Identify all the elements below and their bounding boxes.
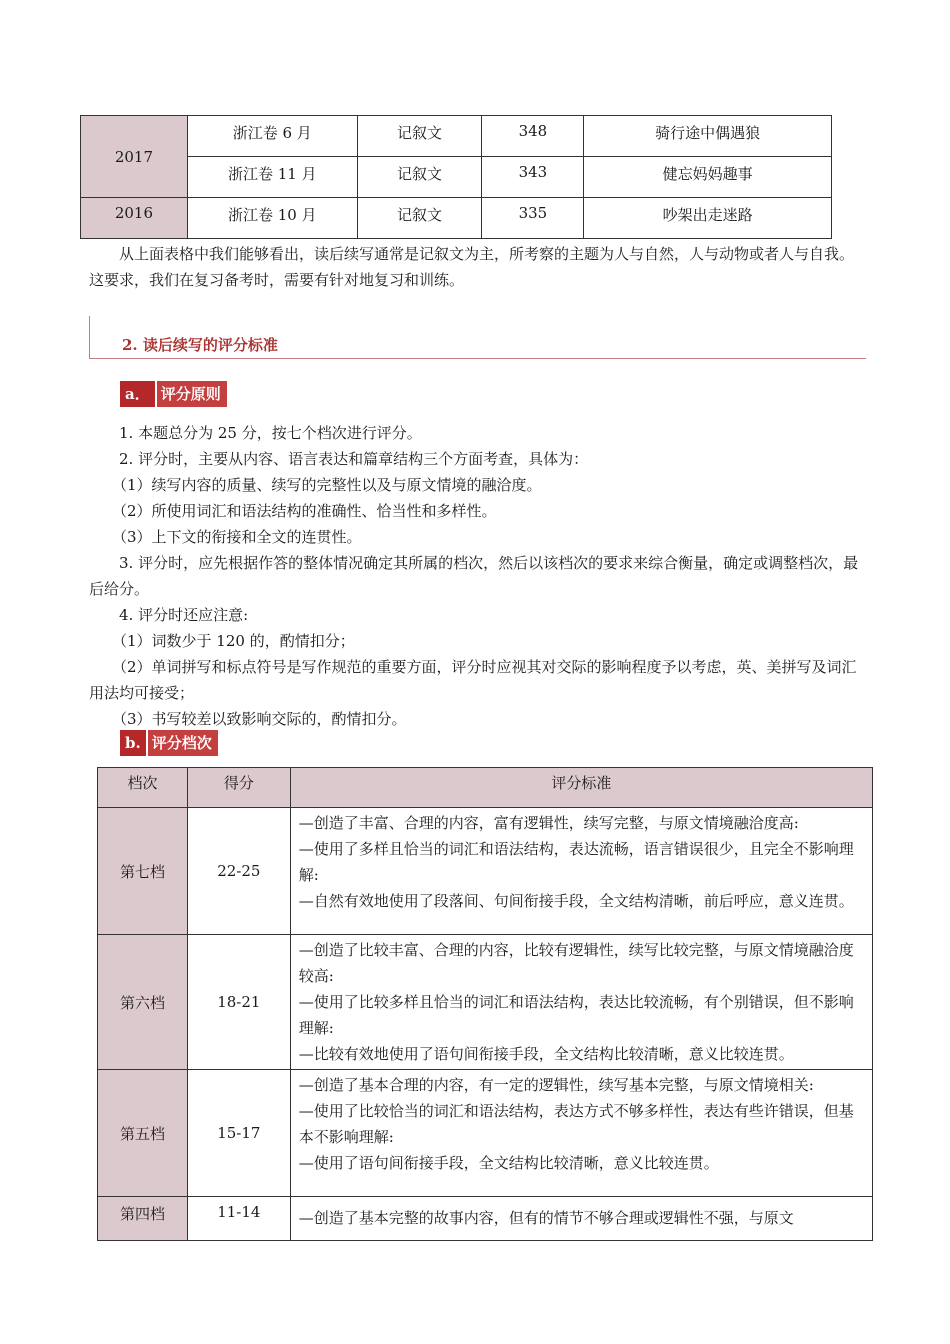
criteria-line: —自然有效地使用了段落间、句间衔接手段，全文结构清晰，前后呼应，意义连贯。 <box>298 892 854 910</box>
section-title: 2. 读后续写的评分标准 <box>122 336 278 354</box>
principle-subitem: （1）续写内容的质量、续写的完整性以及与原文情境的融洽度。 <box>112 476 542 494</box>
year-cell: 2016 <box>81 198 188 239</box>
tag-label: 评分档次 <box>148 730 218 756</box>
criteria-line: —创造了丰富、合理的内容，富有逻辑性，续写完整，与原文情境融洽度高: <box>298 814 799 832</box>
criteria-line: —比较有效地使用了语句间衔接手段，全文结构比较清晰，意义比较连贯。 <box>298 1045 794 1063</box>
grade-table <box>97 767 873 1241</box>
score-cell: 11-14 <box>187 1197 290 1241</box>
criteria-cell <box>290 1197 872 1241</box>
principle-subitem: （2）所使用词汇和语法结构的准确性、恰当性和多样性。 <box>112 502 497 520</box>
header-score: 得分 <box>187 768 290 808</box>
principle-item: 3. 评分时，应先根据作答的整体情况确定其所属的档次，然后以该档次的要求来综合衡量，确定或调整档次，最后给分。 <box>89 554 859 598</box>
score-cell: 15-17 <box>187 1070 290 1197</box>
criteria-cell <box>290 808 872 935</box>
table-row <box>98 935 873 1070</box>
level-cell: 第七档 <box>98 808 188 935</box>
section-heading <box>89 316 866 359</box>
criteria-line: —使用了语句间衔接手段，全文结构比较清晰，意义比较连贯。 <box>298 1154 719 1172</box>
tag-grading-levels <box>120 730 218 756</box>
genre-cell: 记叙文 <box>357 198 482 239</box>
table-header-row <box>98 768 873 808</box>
words-cell: 348 <box>482 116 584 157</box>
tag-key: b. <box>120 730 146 756</box>
principle-subitem: （3）上下文的衔接和全文的连贯性。 <box>112 528 362 546</box>
criteria-cell <box>290 1070 872 1197</box>
topic-cell: 吵架出走迷路 <box>584 198 832 239</box>
principle-item: 2. 评分时，主要从内容、语言表达和篇章结构三个方面考查，具体为： <box>119 450 589 468</box>
words-cell: 335 <box>482 198 584 239</box>
principles-list <box>89 420 865 732</box>
table-row <box>98 1070 873 1197</box>
tag-label: 评分原则 <box>157 381 227 407</box>
topic-cell: 骑行途中偶遇狼 <box>584 116 832 157</box>
criteria-line: —创造了比较丰富、合理的内容，比较有逻辑性，续写比较完整，与原文情境融洽度较高: <box>298 941 854 985</box>
words-cell: 343 <box>482 157 584 198</box>
criteria-line: —创造了基本合理的内容，有一定的逻辑性，续写基本完整，与原文情境相关: <box>298 1076 814 1094</box>
score-cell: 22-25 <box>187 808 290 935</box>
header-level: 档次 <box>98 768 188 808</box>
paper-cell: 浙江卷 11 月 <box>187 157 357 198</box>
criteria-line: —使用了比较多样且恰当的词汇和语法结构，表达比较流畅，有个别错误，但不影响理解: <box>298 993 854 1037</box>
topic-cell: 健忘妈妈趣事 <box>584 157 832 198</box>
level-cell: 第五档 <box>98 1070 188 1197</box>
table-row <box>81 198 832 239</box>
exam-table <box>80 115 832 239</box>
tag-scoring-principles <box>120 381 227 407</box>
table-row <box>81 116 832 157</box>
paper-cell: 浙江卷 6 月 <box>187 116 357 157</box>
table-row <box>98 808 873 935</box>
score-cell: 18-21 <box>187 935 290 1070</box>
criteria-line: —使用了多样且恰当的词汇和语法结构，表达流畅，语言错误很少，且完全不影响理解: <box>298 840 854 884</box>
table-row <box>98 1197 873 1241</box>
header-criteria: 评分标准 <box>290 768 872 808</box>
level-cell: 第六档 <box>98 935 188 1070</box>
principle-subitem: （1）词数少于 120 的，酌情扣分； <box>112 632 355 650</box>
principle-item: 4. 评分时还应注意: <box>119 606 249 624</box>
level-cell: 第四档 <box>98 1197 188 1241</box>
principle-subitem: （2）单词拼写和标点符号是写作规范的重要方面，评分时应视其对交际的影响程度予以考虑，英、美拼写及词汇用法均可接受； <box>89 658 857 702</box>
year-cell: 2017 <box>81 116 188 198</box>
criteria-cell <box>290 935 872 1070</box>
principle-subitem: （3）书写较差以致影响交际的，酌情扣分。 <box>112 710 407 728</box>
table-row <box>81 157 832 198</box>
criteria-line: —使用了比较恰当的词汇和语法结构，表达方式不够多样性，表达有些许错误，但基本不影响理解: <box>298 1102 854 1146</box>
genre-cell: 记叙文 <box>357 157 482 198</box>
tag-key: a． <box>120 381 155 407</box>
genre-cell: 记叙文 <box>357 116 482 157</box>
principle-item: 1. 本题总分为 25 分，按七个档次进行评分。 <box>119 424 422 442</box>
paper-cell: 浙江卷 10 月 <box>187 198 357 239</box>
criteria-line: —创造了基本完整的故事内容，但有的情节不够合理或逻辑性不强，与原文 <box>298 1209 794 1227</box>
intro-paragraph: 从上面表格中我们能够看出，读后续写通常是记叙文为主，所考察的主题为人与自然，人与动物或者人与自我。这要求，我们在复习备考时，需要有针对地复习和训练。 <box>89 245 855 289</box>
